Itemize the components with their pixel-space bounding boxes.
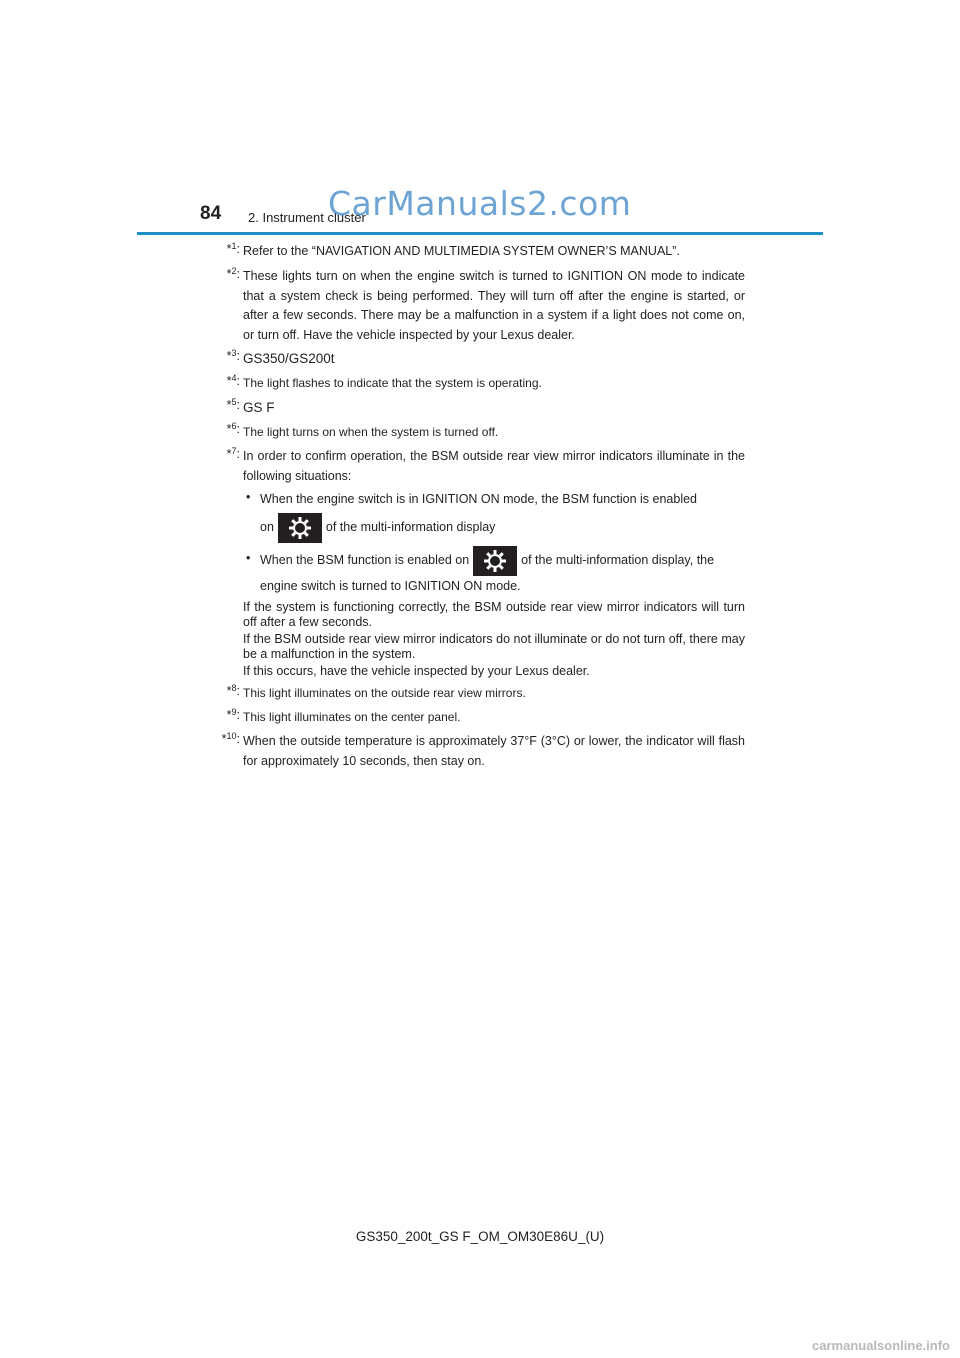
- note-paragraph: If this occurs, have the vehicle inspected by your Lexus dealer.: [243, 664, 590, 678]
- note-text: GS F: [243, 400, 275, 415]
- note-marker: *$^6$:: [226, 421, 240, 436]
- note-paragraph: If the BSM outside rear view mirror indicators do not illuminate or do not turn off, there may be a malfunction in the system.: [243, 632, 745, 661]
- note-text: This light illuminates on the outside rear view mirrors.: [243, 686, 526, 700]
- note-marker: *$^4$:: [226, 373, 240, 388]
- note-text: GS350/GS200t: [243, 351, 335, 366]
- bullet-dot: •: [246, 490, 251, 504]
- note-paragraph: If the system is functioning correctly, the BSM outside rear view mirror indicators will turn off after a few seconds.: [243, 600, 745, 629]
- note-marker: *$^3$:: [226, 348, 240, 363]
- note-marker: *$^1$:: [226, 241, 240, 256]
- watermark: CarManuals2.com: [328, 184, 632, 223]
- bullet-dot: •: [246, 551, 251, 565]
- note-text: These lights turn on when the engine switch is turned to IGNITION ON mode to indicate that a system check is being performed. They will turn off after the engine is started, or after a few seconds. There may be a malfunction in a system if a light does not come on, or turn off. Have the vehicle inspected by your Lexus dealer.: [243, 269, 745, 342]
- bullet-continuation: on of the multi-information display: [260, 512, 745, 543]
- note-text: Refer to the “NAVIGATION AND MULTIMEDIA SYSTEM OWNER’S MANUAL”.: [243, 244, 680, 258]
- section-title: 2. Instrument cluster: [248, 210, 366, 225]
- note-text: This light illuminates on the center panel.: [243, 710, 461, 724]
- note-marker: *$^9$:: [226, 707, 240, 722]
- note-marker: *$^5$:: [226, 397, 240, 412]
- gear-settings-icon: [473, 546, 517, 576]
- bullet-text: When the engine switch is in IGNITION ON mode, the BSM function is enabled: [260, 492, 698, 506]
- note-marker: *$^2$:: [226, 266, 240, 281]
- site-watermark: carmanualsonline.info: [812, 1338, 950, 1353]
- note-text: In order to confirm operation, the BSM outside rear view mirror indicators illuminate in the following situations:: [243, 449, 745, 483]
- note-text: The light flashes to indicate that the system is operating.: [243, 376, 542, 390]
- bullet-text: When the BSM function is enabled on of the multi-information display, the: [260, 545, 745, 576]
- bullet-continuation: engine switch is turned to IGNITION ON mode.: [260, 579, 521, 593]
- document-code: GS350_200t_GS F_OM_OM30E86U_(U): [355, 1229, 605, 1244]
- note-marker: *$^8$:: [226, 683, 240, 698]
- note-text: When the outside temperature is approximately 37°F (3°C) or lower, the indicator will flash for approximately 10 seconds, then stay on.: [243, 734, 745, 768]
- gear-settings-icon: [278, 513, 322, 543]
- note-marker: *$^7$:: [226, 446, 240, 461]
- page-number: 84: [200, 203, 222, 224]
- note-marker: *$^{10}$:: [221, 731, 240, 746]
- header-rule: [137, 232, 823, 235]
- note-text: The light turns on when the system is turned off.: [243, 425, 499, 439]
